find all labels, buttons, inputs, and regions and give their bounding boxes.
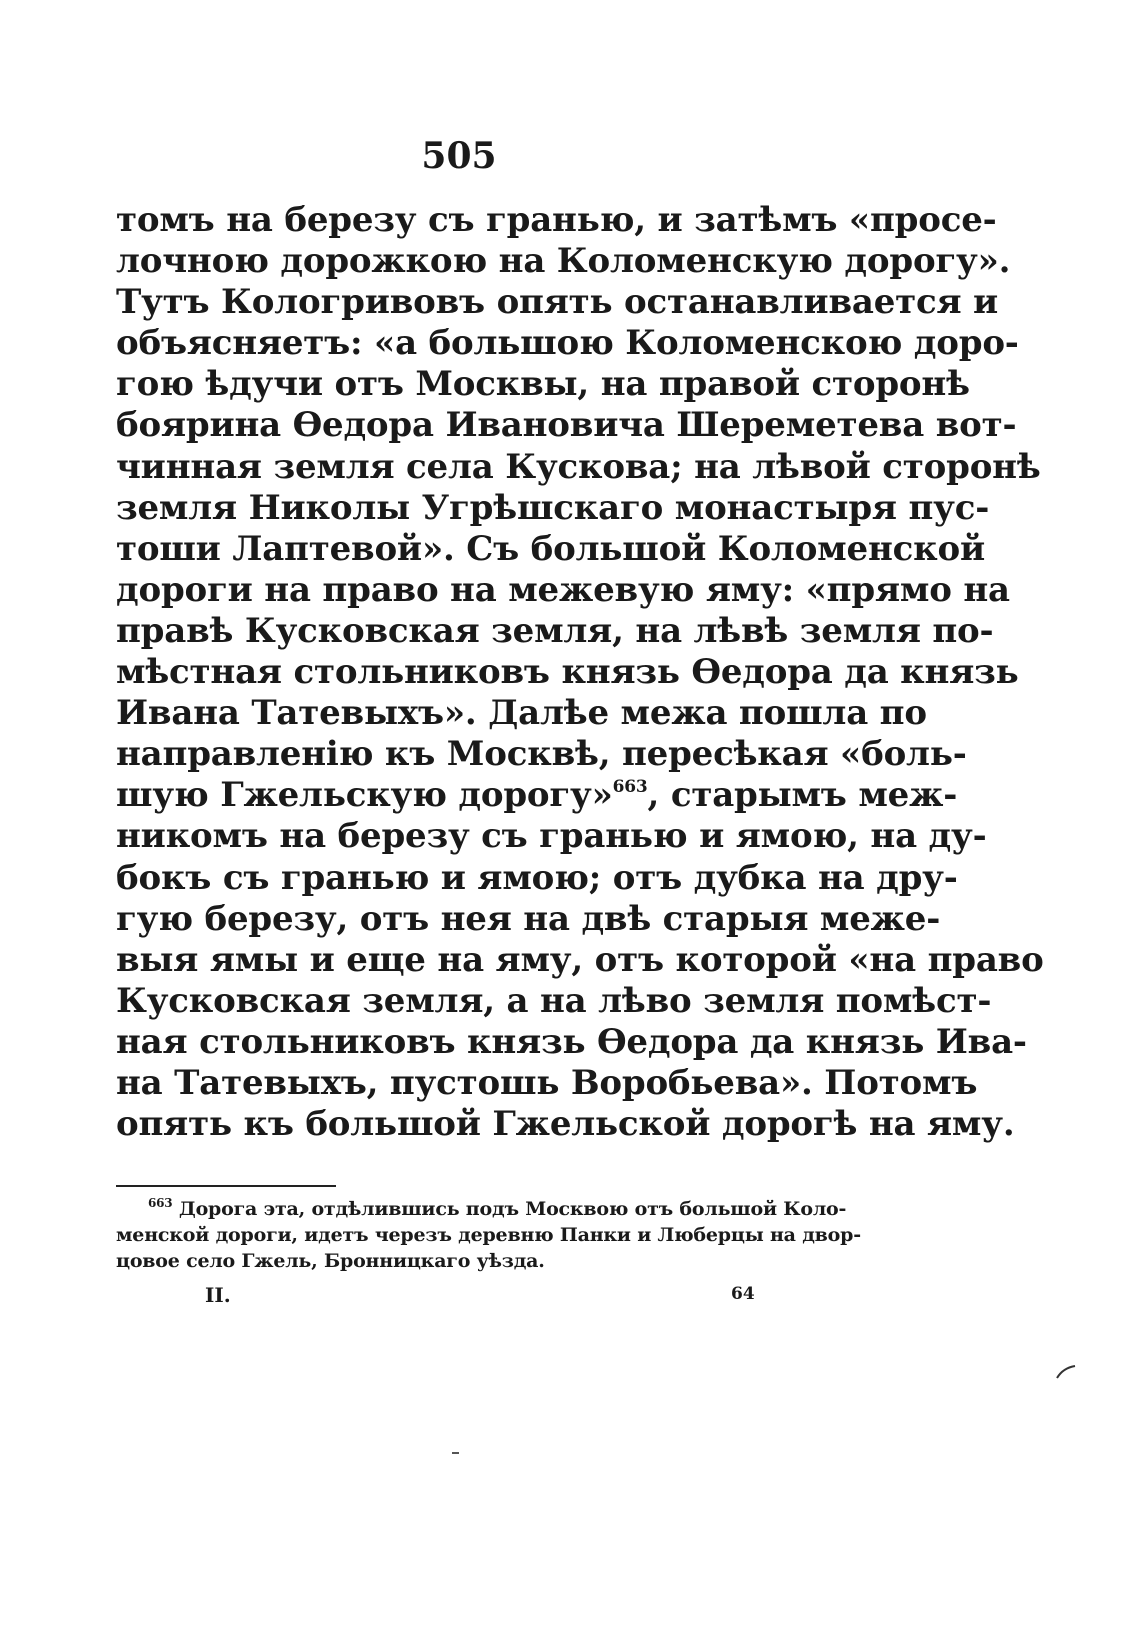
footnote-line: менской дороги, идетъ черезъ деревню Панки и Люберцы на двор-	[116, 1224, 861, 1246]
text-line: гою ѣдучи отъ Москвы, на правой сторонѣ	[116, 364, 970, 405]
text-line: правѣ Кусковская земля, на лѣвѣ земля по-	[116, 610, 994, 651]
text-segment: , старымъ меж-	[647, 775, 958, 816]
page-number: 505	[421, 135, 497, 177]
text-line: опять къ большой Гжельской дорогѣ на яму.	[116, 1104, 1015, 1145]
text-line: направленію къ Москвѣ, пересѣкая «боль-	[116, 734, 967, 775]
text-line: Тутъ Кологривовъ опять останавливается и	[116, 282, 999, 323]
text-line: мѣстная стольниковъ князь Ѳедора да князь	[116, 652, 1019, 693]
text-line: Ивана Татевыхъ». Далѣе межа пошла по	[116, 693, 927, 734]
text-line: ная стольниковъ князь Ѳедора да князь Ива-	[116, 1021, 1027, 1062]
footnote-text: Дорога эта, отдѣлившись подъ Москвою отъ большой Коло-	[178, 1198, 847, 1220]
text-line: лочною дорожкою на Коломенскую дорогу».	[116, 241, 1011, 282]
text-line: земля Николы Угрѣшскаго монастыря пус-	[116, 487, 990, 528]
ink-dash	[452, 1452, 459, 1454]
text-line: томъ на березу съ гранью, и затѣмъ «просе-	[116, 200, 997, 240]
footnote-line	[116, 1196, 847, 1222]
footnote-divider	[116, 1185, 336, 1187]
text-line: бокъ съ гранью и ямою; отъ дубка на дру-	[116, 857, 958, 898]
footnote	[116, 1196, 861, 1274]
text-line: дороги на право на межевую яму: «прямо на	[116, 569, 1010, 610]
text-line: Кусковская земля, а на лѣво земля помѣст-	[116, 980, 992, 1021]
footnote-number: 663	[148, 1196, 173, 1210]
text-line: чинная земля села Кускова; на лѣвой сторонѣ	[116, 446, 1041, 487]
signature-sheet-number: 64	[731, 1284, 755, 1304]
text-line: тоши Лаптевой». Съ большой Коломенской	[116, 528, 985, 569]
footnote-reference[interactable]: 663	[612, 777, 648, 798]
text-line: гую березу, отъ нея на двѣ старыя меже-	[116, 898, 941, 939]
footnote-line: цовое село Гжель, Бронницкаго уѣзда.	[116, 1250, 545, 1272]
body-text	[116, 200, 1044, 1145]
text-line: боярина Ѳедора Ивановича Шереметева вот-	[116, 405, 1017, 446]
text-line: объясняетъ: «а большою Коломенскою доро-	[116, 323, 1019, 364]
text-line: на Татевыхъ, пустошь Воробьева». Потомъ	[116, 1062, 978, 1103]
text-line: никомъ на березу съ гранью и ямою, на ду-	[116, 816, 987, 857]
text-line: выя ямы и еще на яму, отъ которой «на право	[116, 939, 1044, 980]
text-line-with-footnote-ref	[116, 775, 958, 816]
ink-mark	[1055, 1364, 1077, 1380]
text-segment: шую Гжельскую дорогу»	[116, 775, 613, 816]
signature-volume: II.	[205, 1283, 231, 1307]
